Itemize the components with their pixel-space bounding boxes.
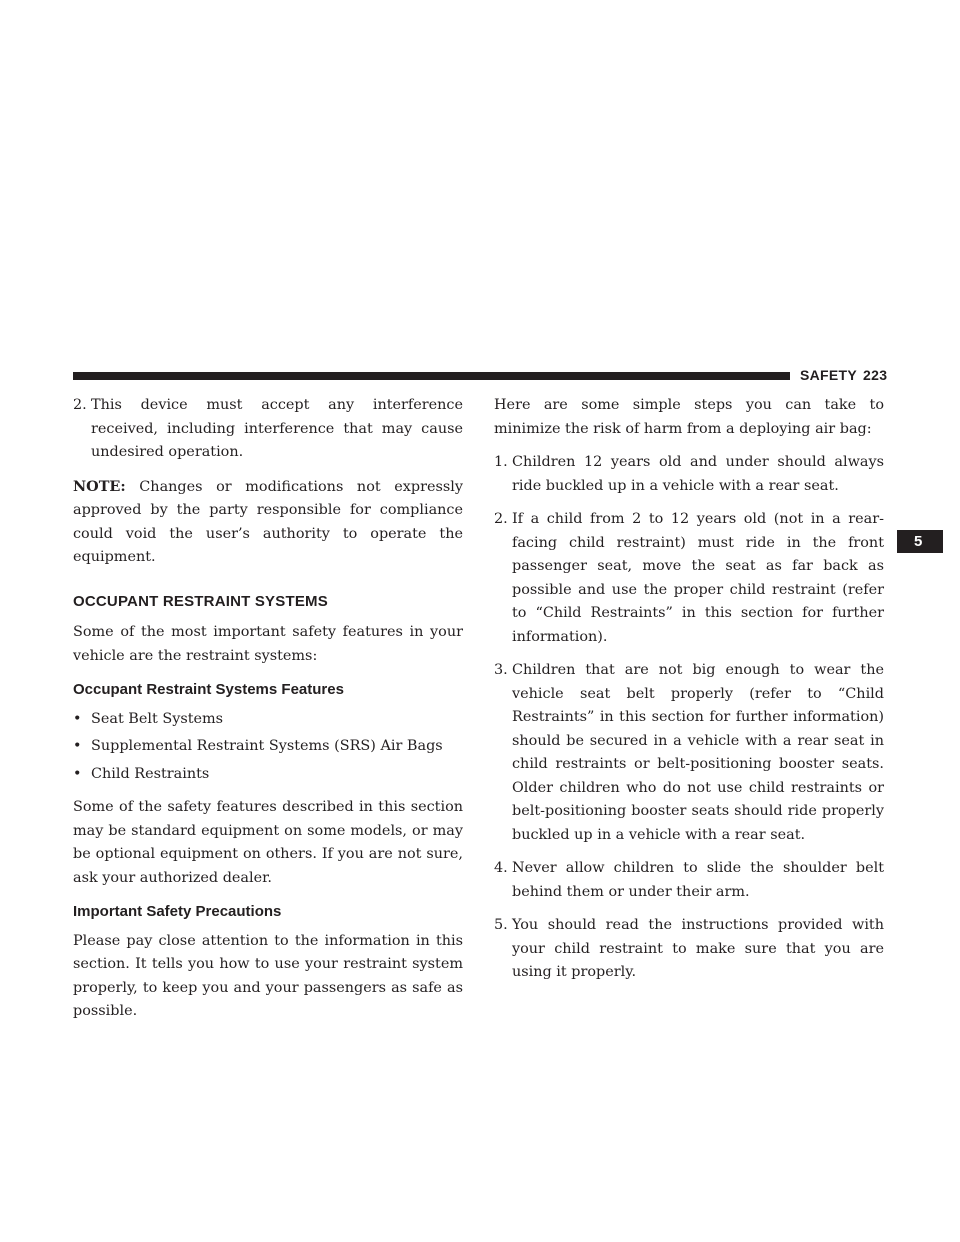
bullet-text: Supplemental Restraint Systems (SRS) Air Bags <box>91 738 443 754</box>
bullet-marker: • <box>73 710 82 727</box>
features-note-paragraph: Some of the safety features described in this section may be standard equipment on some models, or may be optional equipment on others. If you are not sure, ask your authorized dealer. <box>73 799 463 886</box>
step-item <box>494 659 884 847</box>
bullet-item-srs-air-bags <box>73 735 463 759</box>
left-column <box>73 394 463 1034</box>
step-item <box>494 508 884 649</box>
list-marker: 2. <box>73 397 87 413</box>
step-text: Children that are not big enough to wear the vehicle seat belt properly (refer to “Child Restraints” in this section for further information) should be secured in a vehicle with a rear seat in child restraints or belt-positioning booster seats. Older children who do not use child restraints or belt-positioning booster seats should ride properly buckled up in a vehicle with a rear seat. <box>512 662 884 843</box>
section-title: SAFETY <box>800 367 858 383</box>
bullet-text: Child Restraints <box>91 765 210 782</box>
step-item <box>494 857 884 904</box>
note-paragraph <box>73 475 463 570</box>
subheading-features: Occupant Restraint Systems Features <box>73 681 344 698</box>
step-item <box>494 451 884 498</box>
subheading-precautions: Important Safety Precautions <box>73 903 282 920</box>
list-item-text: This device must accept any interference received, including interference that may cause undesired operation. <box>91 397 463 460</box>
note-text: Changes or modifications not expressly approved by the party responsible for compliance could void the user’s authority to operate the equipment. <box>73 478 463 565</box>
bullet-item-child-restraints <box>73 763 463 787</box>
step-text: Children 12 years old and under should always ride buckled up in a vehicle with a rear seat. <box>512 454 884 494</box>
step-item <box>494 914 884 985</box>
step-marker: 1. <box>494 454 508 470</box>
step-marker: 4. <box>494 860 508 876</box>
page-number: 223 <box>863 367 888 383</box>
bullet-text: Seat Belt Systems <box>91 710 224 727</box>
step-marker: 3. <box>494 662 508 678</box>
step-marker: 5. <box>494 917 508 933</box>
bullet-item-seat-belt-systems <box>73 708 463 732</box>
list-item-2 <box>73 394 463 465</box>
right-column <box>494 394 884 995</box>
chapter-tab: 5 <box>897 530 943 553</box>
precautions-paragraph: Please pay close attention to the information in this section. It tells you how to use your restraint system properly, to keep you and your passengers as safe as possible. <box>73 932 463 1019</box>
step-text: If a child from 2 to 12 years old (not in a rear-facing child restraint) must ride in the front passenger seat, move the seat as far back as possible and use the proper child restraint (refer to “Child Restraints” in this section for further information). <box>512 511 884 645</box>
running-header <box>800 367 887 383</box>
bullet-marker: • <box>73 765 82 782</box>
note-label: NOTE: <box>73 477 126 495</box>
step-text: You should read the instructions provided with your child restraint to make sure that you are using it properly. <box>512 917 884 980</box>
header-rule <box>73 372 790 380</box>
airbag-intro-paragraph: Here are some simple steps you can take to minimize the risk of harm from a deploying air bag: <box>494 397 884 437</box>
step-text: Never allow children to slide the shoulder belt behind them or under their arm. <box>512 860 884 900</box>
section-heading-occupant-restraint-systems: OCCUPANT RESTRAINT SYSTEMS <box>73 592 328 610</box>
intro-paragraph: Some of the most important safety features in your vehicle are the restraint systems: <box>73 624 463 664</box>
bullet-marker: • <box>73 738 82 754</box>
step-marker: 2. <box>494 511 508 527</box>
